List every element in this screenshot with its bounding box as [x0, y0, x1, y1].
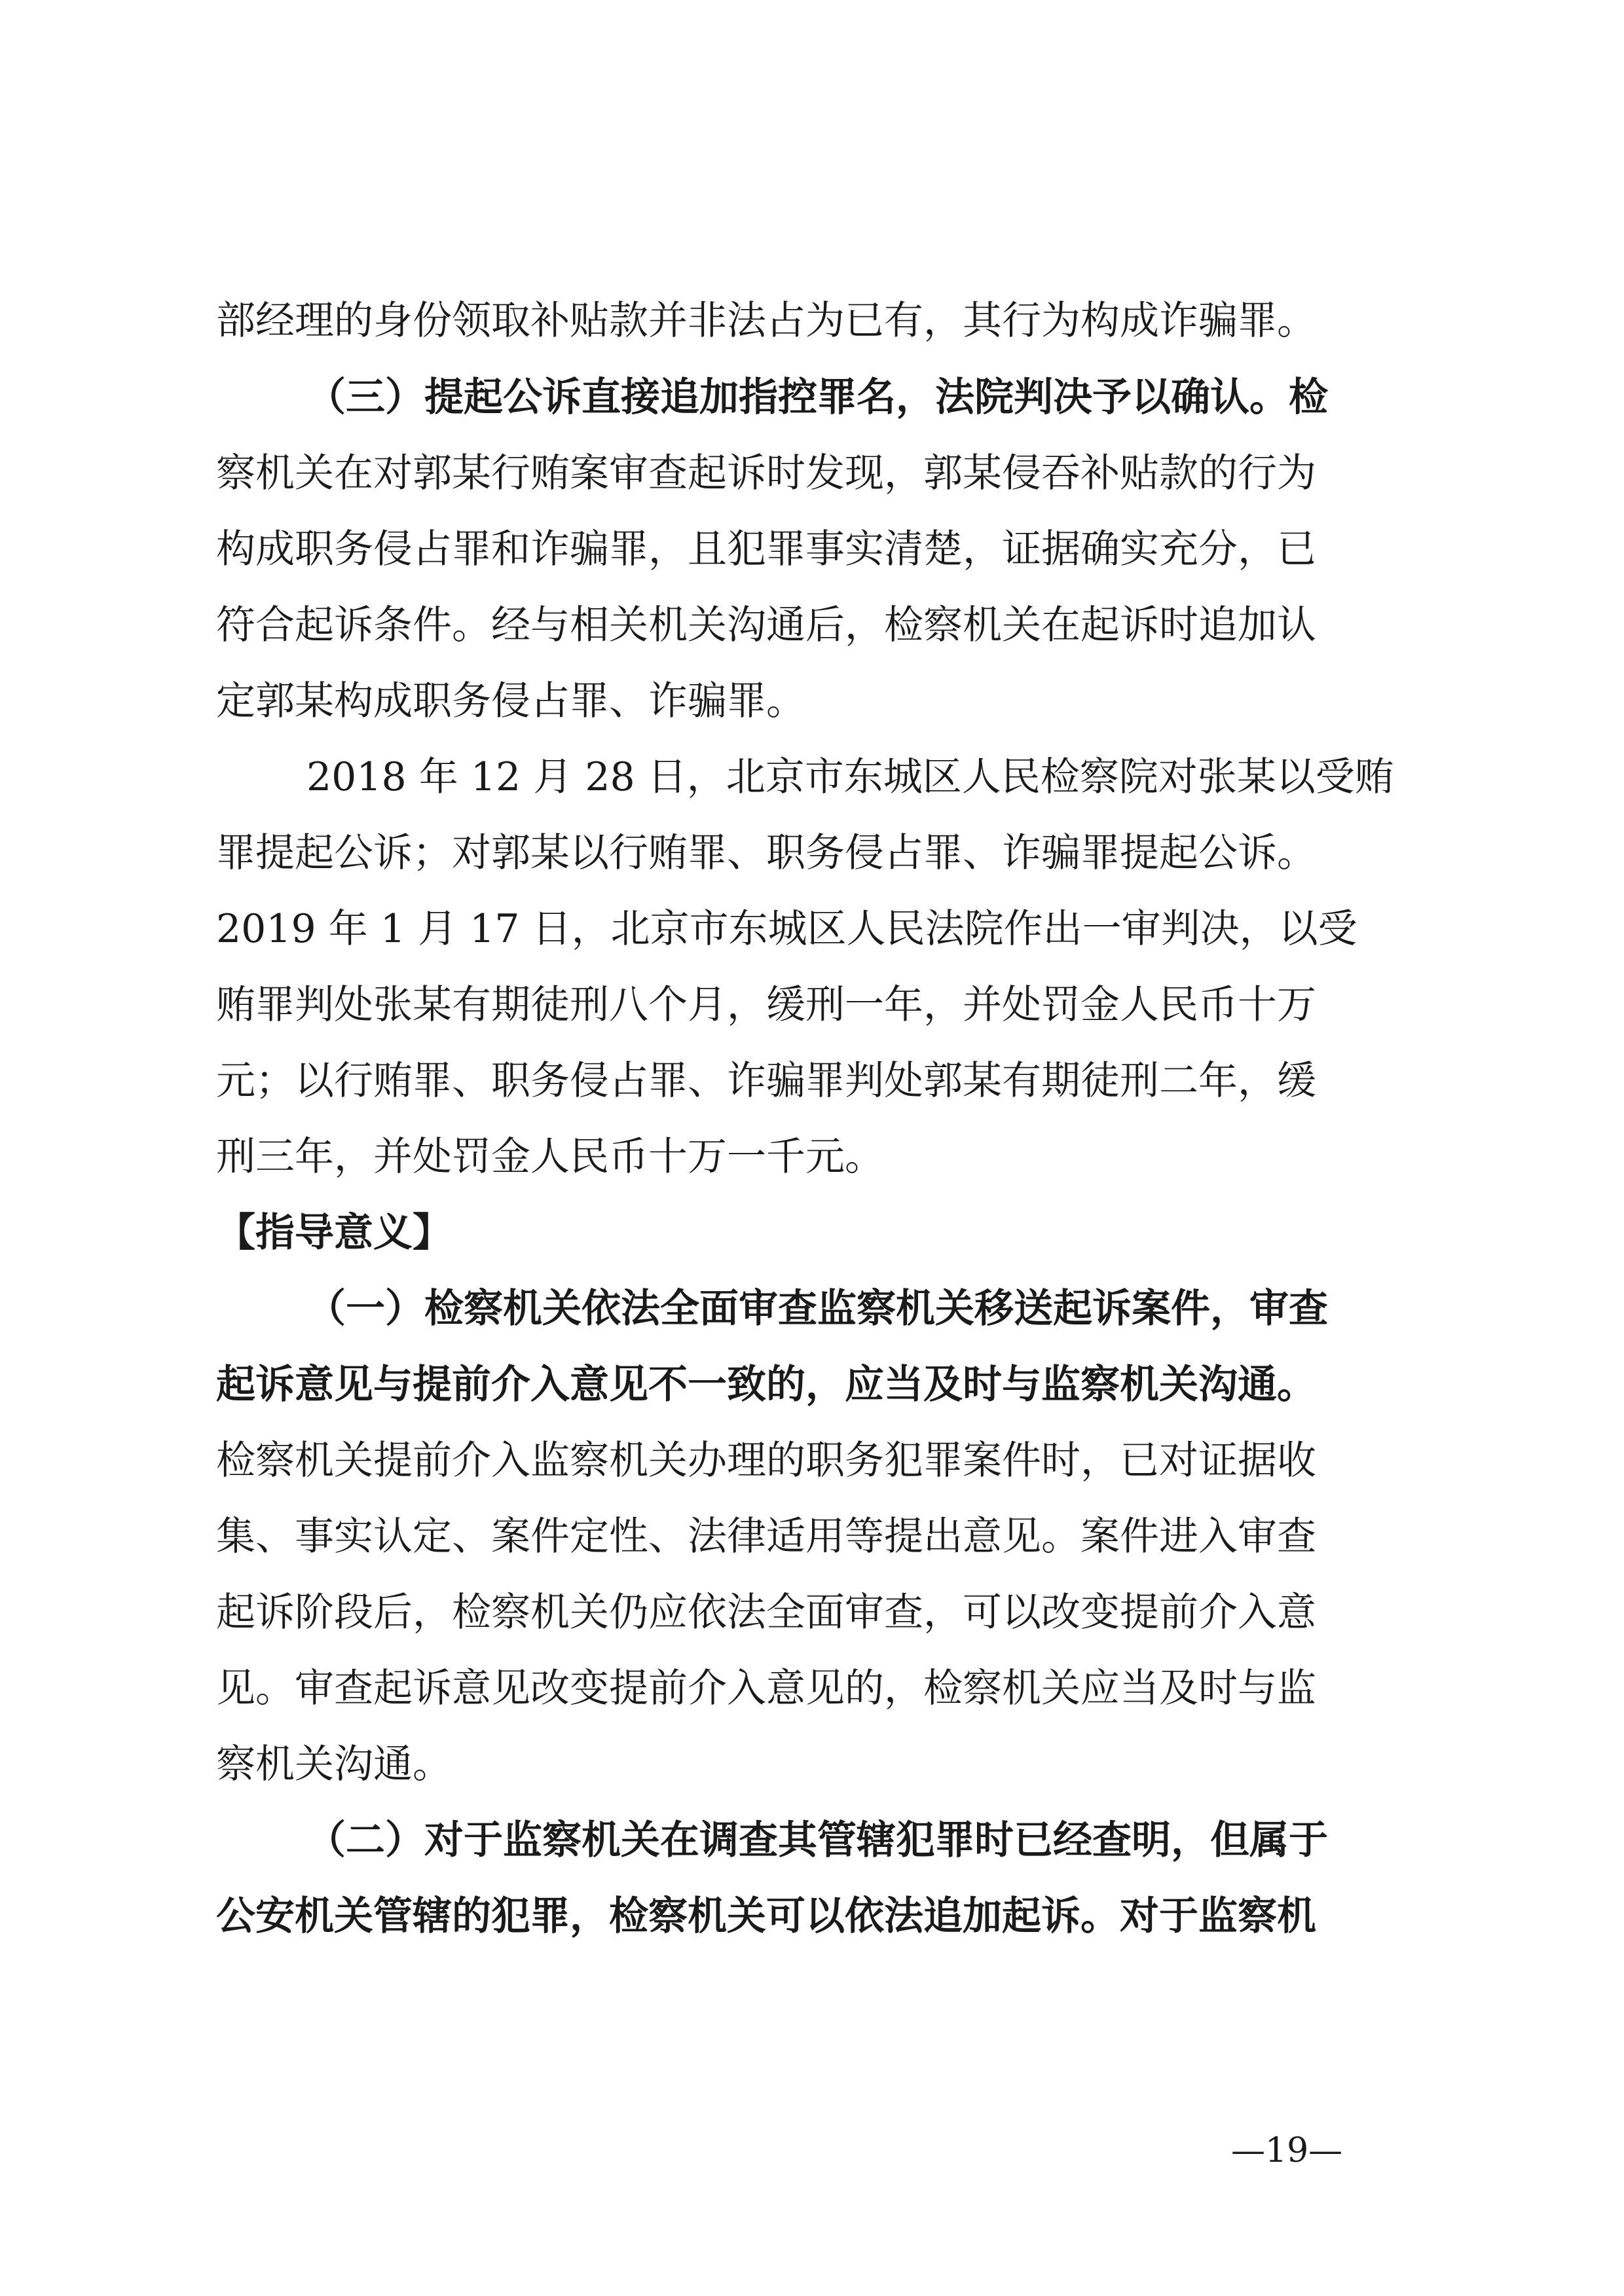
paragraph-line: 构成职务侵占罪和诈骗罪，且犯罪事实清楚，证据确实充分，已 [216, 526, 1316, 572]
paragraph-line: 定郭某构成职务侵占罪、诈骗罪。 [216, 678, 805, 724]
section-heading: 【指导意义】 [216, 1210, 452, 1256]
paragraph-line: 2019 年 1 月 17 日，北京市东城区人民法院作出一审判决，以受 [216, 906, 1357, 952]
paragraph-line: （一）检察机关依法全面审查监察机关移送起诉案件，审查 [306, 1286, 1328, 1332]
paragraph-line: 见。审查起诉意见改变提前介入意见的，检察机关应当及时与监 [216, 1666, 1316, 1711]
paragraph-line: 罪提起公诉；对郭某以行贿罪、职务侵占罪、诈骗罪提起公诉。 [216, 830, 1316, 876]
paragraph-line: 公安机关管辖的犯罪，检察机关可以依法追加起诉。对于监察机 [216, 1893, 1316, 1939]
paragraph-line: 起诉意见与提前介入意见不一致的，应当及时与监察机关沟通。 [216, 1362, 1316, 1408]
paragraph-line: 察机关在对郭某行贿案审查起诉时发现，郭某侵吞补贴款的行为 [216, 450, 1316, 496]
paragraph-line: 贿罪判处张某有期徒刑八个月，缓刑一年，并处罚金人民币十万 [216, 982, 1316, 1028]
paragraph-line: 集、事实认定、案件定性、法律适用等提出意见。案件进入审查 [216, 1514, 1316, 1559]
paragraph-line: 2018 年 12 月 28 日，北京市东城区人民检察院对张某以受贿 [306, 754, 1394, 800]
paragraph-line: （三）提起公诉直接追加指控罪名，法院判决予以确认。检 [306, 374, 1328, 420]
paragraph-line: （二）对于监察机关在调查其管辖犯罪时已经查明，但属于 [306, 1817, 1328, 1863]
paragraph-line: 部经理的身份领取补贴款并非法占为已有，其行为构成诈骗罪。 [216, 298, 1316, 344]
paragraph-line: 起诉阶段后，检察机关仍应依法全面审查，可以改变提前介入意 [216, 1590, 1316, 1635]
paragraph-line: 元；以行贿罪、职务侵占罪、诈骗罪判处郭某有期徒刑二年，缓 [216, 1058, 1316, 1104]
paragraph-line: 符合起诉条件。经与相关机关沟通后，检察机关在起诉时追加认 [216, 602, 1316, 648]
page-number: —19— [1231, 2131, 1343, 2170]
paragraph-line: 刑三年，并处罚金人民币十万一千元。 [216, 1134, 884, 1180]
paragraph-line: 察机关沟通。 [216, 1741, 452, 1787]
paragraph-line: 检察机关提前介入监察机关办理的职务犯罪案件时，已对证据收 [216, 1438, 1316, 1484]
